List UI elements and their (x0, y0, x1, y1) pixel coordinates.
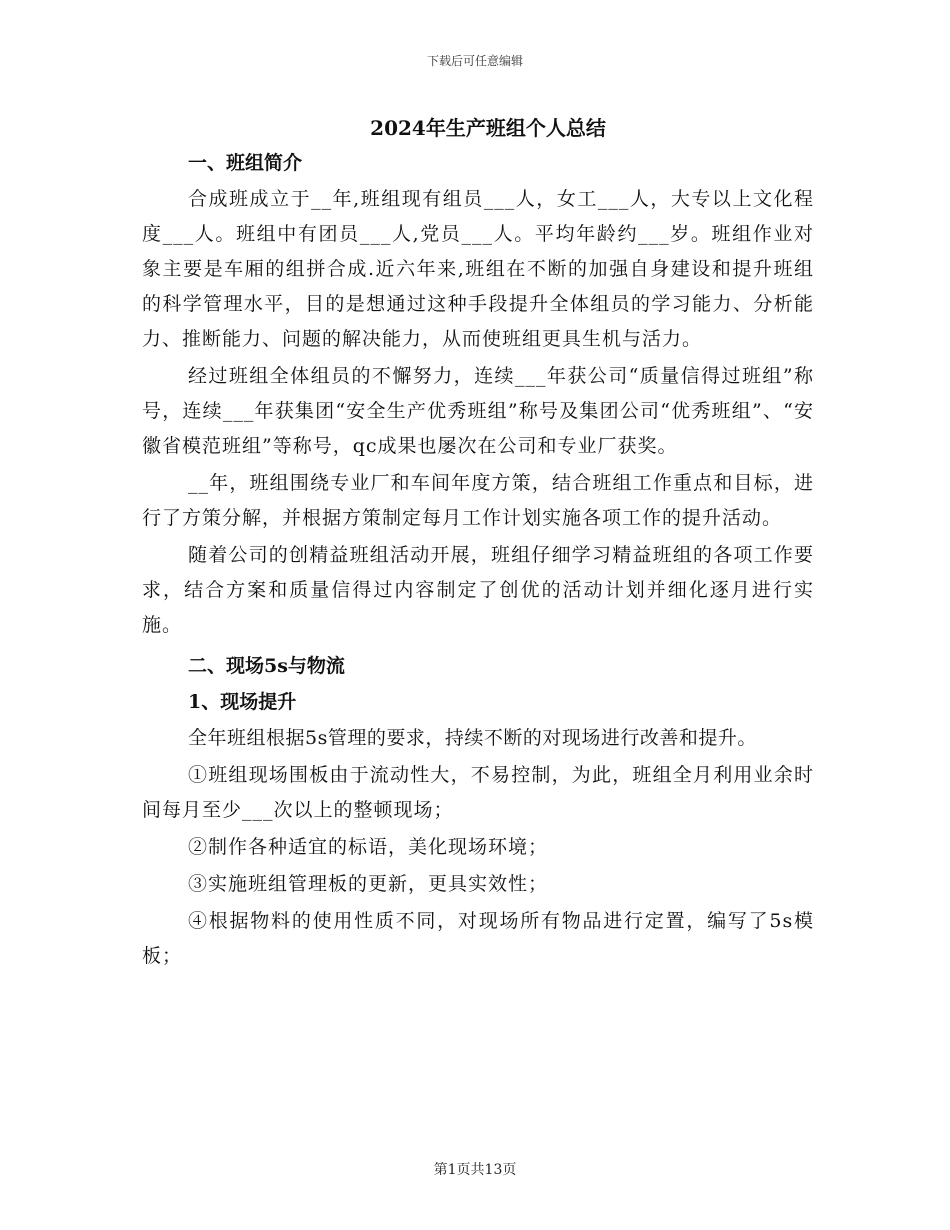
paragraph-honors: 经过班组全体组员的不懈努力，连续___年获公司“质量信得过班组”称号，连续___年获集团“安全生产优秀班组”称号及集团公司“优秀班组”、“安徽省模范班组”等称号，qc成果也屡次在公司和专业厂获奖。 (142, 365, 814, 457)
page-header-note: 下载后可任意编辑 (426, 54, 523, 68)
list-item-1: ①班组现场围板由于流动性大，不易控制，为此，班组全月利用业余时间每月至少___次以上的整顿现场； (142, 764, 814, 821)
document-body (142, 112, 814, 974)
section-heading-intro: 一、班组简介 (188, 152, 303, 174)
section-heading-5s: 二、现场5s与物流 (188, 655, 345, 677)
subsection-heading-site: 1、现场提升 (188, 691, 297, 713)
paragraph-5s-intro: 全年班组根据5s管理的要求，持续不断的对现场进行改善和提升。 (188, 727, 757, 749)
list-item-4: ④根据物料的使用性质不同，对现场所有物品进行定置，编写了5s模板； (142, 910, 814, 967)
list-item-2: ②制作各种适宜的标语，美化现场环境； (188, 836, 549, 858)
paragraph-intro: 合成班成立于__年,班组现有组员___人，女工___人，大专以上文化程度___人。班组中有团员___人,党员___人。平均年龄约___岁。班组作业对象主要是车厢的组拼合成.近六年来,班组在不断的加强自身建设和提升班组的科学管理水平，目的是想通过这种手段提升全体组员的学习能力、分析能力、推断能力、问题的解决能力，从而使班组更具生机与活力。 (142, 188, 814, 350)
page-number: 第1页共13页 (433, 1162, 517, 1178)
paragraph-lean: 随着公司的创精益班组活动开展，班组仔细学习精益班组的各项工作要求，结合方案和质量信得过内容制定了创优的活动计划并细化逐月进行实施。 (142, 544, 814, 636)
document-title: 2024年生产班组个人总结 (370, 116, 606, 140)
paragraph-plan: __年，班组围绕专业厂和车间年度方策，结合班组工作重点和目标，进行了方策分解，并根据方策制定每月工作计划实施各项工作的提升活动。 (142, 472, 814, 529)
list-item-3: ③实施班组管理板的更新，更具实效性； (188, 873, 549, 895)
